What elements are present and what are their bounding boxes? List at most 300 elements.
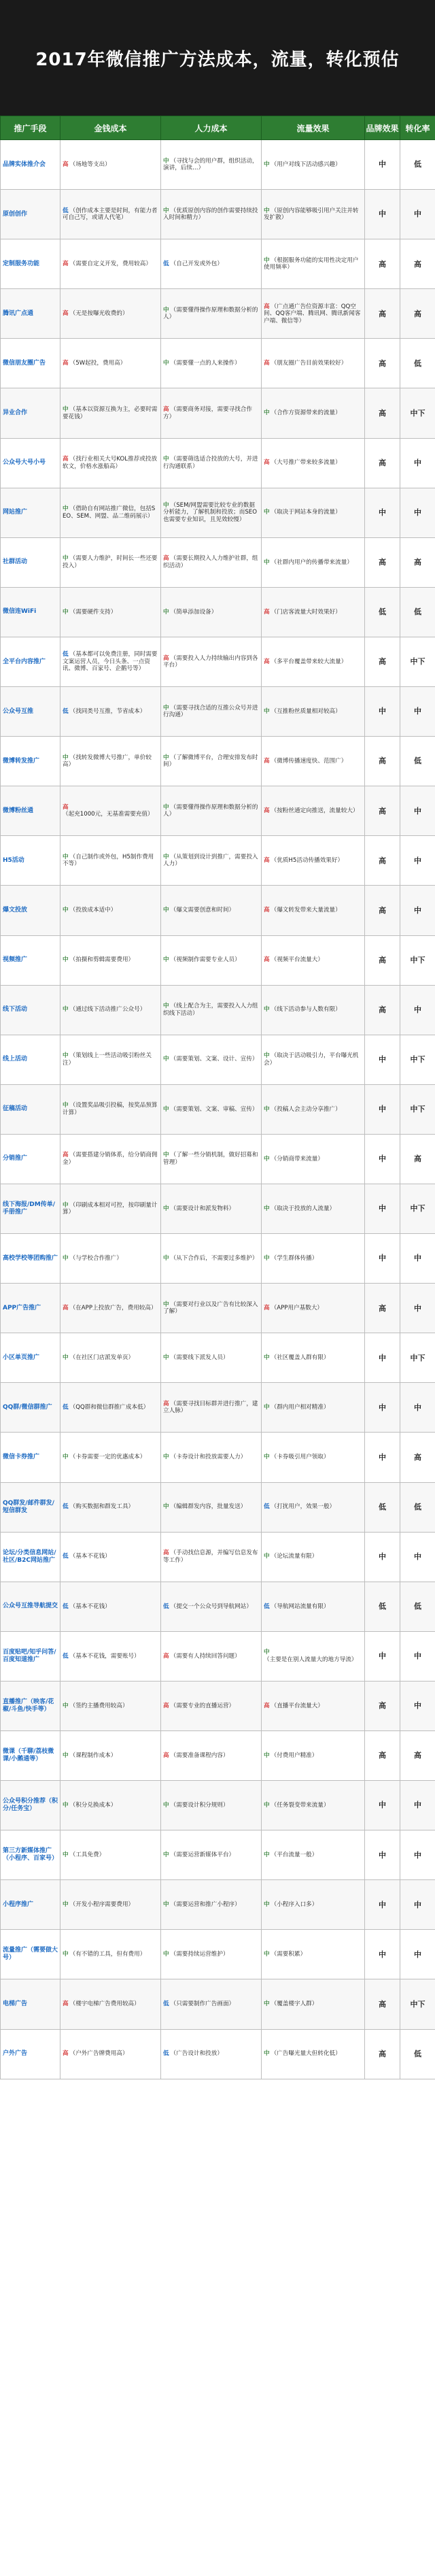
labor-level: 高 <box>163 1400 169 1407</box>
labor-cell <box>161 1930 262 1979</box>
method-cell: 品牌实体推介会 <box>1 140 60 190</box>
traffic-text: （原创内容能够吸引用户关注并转发扩散） <box>264 207 359 222</box>
traffic-cell <box>262 140 365 190</box>
method-cell: 征稿活动 <box>1 1084 60 1134</box>
traffic-cell <box>262 1731 365 1781</box>
money-cell <box>60 190 161 239</box>
money-cell <box>60 1383 161 1433</box>
money-text: （场地等支出） <box>69 161 111 168</box>
brand-cell: 中 <box>365 1433 400 1482</box>
traffic-level: 中 <box>264 409 270 417</box>
traffic-text: （APP用户基数大） <box>271 1304 324 1311</box>
labor-level: 中 <box>163 1301 169 1308</box>
brand-cell: 中 <box>365 1880 400 1930</box>
conversion-cell: 中 <box>400 1880 435 1930</box>
method-cell: 微博转发推广 <box>1 737 60 786</box>
table-row <box>1 687 435 737</box>
table-row <box>1 1134 435 1184</box>
traffic-text: （朋友圈广告目前效果较好） <box>271 360 347 367</box>
money-cell <box>60 1532 161 1582</box>
labor-level: 高 <box>163 1752 169 1759</box>
labor-cell <box>161 1333 262 1383</box>
brand-cell: 高 <box>365 438 400 488</box>
labor-level: 中 <box>163 157 169 165</box>
labor-level: 中 <box>163 704 169 712</box>
method-cell: 小程序推广 <box>1 1880 60 1930</box>
traffic-cell <box>262 1084 365 1134</box>
money-text: （开发小程序需要费用） <box>69 1901 135 1909</box>
promotion-table <box>0 116 435 2079</box>
method-cell: H5活动 <box>1 836 60 886</box>
traffic-cell <box>262 737 365 786</box>
traffic-text: （线下活动参与人数有限） <box>271 1006 341 1014</box>
traffic-level: 高 <box>264 459 270 467</box>
labor-text: （需要筛选适合投放的大号，并进行沟通联系） <box>163 456 258 470</box>
labor-text: （需要懂一点的人来操作） <box>170 360 241 367</box>
traffic-level: 中 <box>264 1006 270 1014</box>
method-cell: 网站推广 <box>1 488 60 537</box>
money-cell <box>60 1184 161 1233</box>
table-row <box>1 239 435 289</box>
traffic-level: 低 <box>264 1503 270 1511</box>
labor-text: （需要懂得操作原理和数据分析的人） <box>163 306 258 321</box>
money-cell <box>60 1681 161 1730</box>
money-cell <box>60 1930 161 1979</box>
traffic-level: 中 <box>264 1851 270 1858</box>
conversion-cell: 中 <box>400 1383 435 1433</box>
conversion-cell: 中 <box>400 985 435 1035</box>
traffic-level: 中 <box>264 1155 270 1162</box>
money-text: （找同类号互推，节省成本） <box>69 707 146 715</box>
labor-cell <box>161 737 262 786</box>
labor-text: （需要运营和推广小程序） <box>170 1901 241 1909</box>
money-text: （起充1000元，无基准需要充值） <box>63 811 154 818</box>
money-text: （有不错的工具，但有费用） <box>69 1951 146 1958</box>
traffic-cell <box>262 438 365 488</box>
traffic-text: （根据服务功能的实用性决定用户使用频率） <box>264 256 359 271</box>
brand-cell: 中 <box>365 140 400 190</box>
labor-text: （从策划到设计到推广，需要投入人力） <box>163 853 258 868</box>
money-level: 低 <box>63 1553 69 1560</box>
labor-cell <box>161 339 262 388</box>
conversion-cell: 中下 <box>400 388 435 438</box>
money-text: （购买数据和群发工具） <box>69 1503 135 1511</box>
table-row <box>1 1930 435 1979</box>
labor-level: 中 <box>163 1056 169 1063</box>
table-header <box>1 116 435 140</box>
traffic-level: 中 <box>264 1354 270 1362</box>
method-cell: 电梯广告 <box>1 1979 60 2029</box>
table-row <box>1 886 435 935</box>
table-row <box>1 1234 435 1284</box>
money-text: （基本不花钱） <box>69 1603 111 1610</box>
money-text: （在APP上投放广告，费用较高） <box>69 1304 157 1311</box>
labor-level: 低 <box>163 260 169 267</box>
brand-cell: 中 <box>365 1830 400 1880</box>
traffic-cell <box>262 289 365 339</box>
traffic-level: 中 <box>264 558 270 566</box>
labor-text: （提交一个公众号到导航网站） <box>170 1603 252 1610</box>
money-level: 中 <box>63 1702 69 1709</box>
traffic-text: （分销商带来流量） <box>271 1155 324 1162</box>
table-row <box>1 140 435 190</box>
method-cell: 公众号积分推荐（积分/任务宝） <box>1 1781 60 1830</box>
money-level: 低 <box>63 207 69 214</box>
brand-cell: 低 <box>365 1582 400 1631</box>
labor-text: （需要有人持续回答问题） <box>170 1652 241 1660</box>
traffic-level: 中 <box>264 1901 270 1909</box>
traffic-cell <box>262 1880 365 1930</box>
traffic-level: 中 <box>264 256 270 264</box>
labor-cell <box>161 886 262 935</box>
brand-cell: 高 <box>365 836 400 886</box>
labor-cell <box>161 1532 262 1582</box>
money-cell <box>60 1333 161 1383</box>
money-text: （创作成本主要是时间，有能力者可自己写，或请人代笔） <box>63 207 158 222</box>
money-text: （无是按曝光收费的） <box>69 310 128 318</box>
labor-text: （需要设计和派发物料） <box>170 1205 235 1212</box>
method-cell: 微信连WiFi <box>1 587 60 637</box>
traffic-cell <box>262 1830 365 1880</box>
labor-level: 中 <box>163 907 169 914</box>
labor-text: （简单添加设备） <box>170 608 218 616</box>
labor-text: （需要策划、文案、设计、宣传） <box>170 1056 258 1063</box>
money-level: 高 <box>63 360 69 367</box>
labor-level: 中 <box>163 1254 169 1262</box>
money-level: 中 <box>63 1201 69 1209</box>
conversion-cell: 中下 <box>400 637 435 686</box>
labor-level: 中 <box>163 501 169 509</box>
traffic-cell <box>262 388 365 438</box>
labor-text: （线上配合为主，需要投入人力组织线下活动） <box>163 1003 258 1017</box>
labor-level: 中 <box>163 306 169 314</box>
labor-level: 低 <box>163 1603 169 1610</box>
labor-level: 中 <box>163 803 169 811</box>
method-cell: 论坛/分类信息网站/社区/B2C网站推广 <box>1 1532 60 1582</box>
traffic-cell <box>262 1532 365 1582</box>
labor-level: 中 <box>163 1503 169 1511</box>
table-row <box>1 1880 435 1930</box>
traffic-text: （门店客流量大时效果好） <box>271 608 341 616</box>
labor-cell <box>161 2029 262 2079</box>
table-row <box>1 1631 435 1681</box>
money-cell <box>60 339 161 388</box>
traffic-text: （任务裂变带来流量） <box>271 1801 330 1809</box>
money-text: （需要人力维护，时间长一些还要投入） <box>63 555 158 569</box>
traffic-text: （卡券吸引用户领取） <box>271 1454 330 1461</box>
money-text: （需要硬件支持） <box>69 608 117 616</box>
labor-cell <box>161 637 262 686</box>
labor-text: （优质原创内容的创作需要持续投入时间和精力） <box>163 207 258 222</box>
money-cell <box>60 388 161 438</box>
money-level: 低 <box>63 1652 69 1660</box>
money-cell <box>60 1979 161 2029</box>
money-cell <box>60 1084 161 1134</box>
money-cell <box>60 1880 161 1930</box>
table-row <box>1 737 435 786</box>
traffic-text: （付费用户精准） <box>271 1752 318 1759</box>
table-body <box>1 140 435 2079</box>
brand-cell: 高 <box>365 886 400 935</box>
table-row <box>1 388 435 438</box>
method-cell: 原创创作 <box>1 190 60 239</box>
money-cell <box>60 637 161 686</box>
method-cell: 高校学校等团购推广 <box>1 1234 60 1284</box>
traffic-level: 中 <box>264 1254 270 1262</box>
traffic-cell <box>262 1433 365 1482</box>
traffic-level: 中 <box>264 509 270 516</box>
money-text: （拍摄和剪辑需要费用） <box>69 956 135 964</box>
money-cell <box>60 786 161 836</box>
conversion-cell: 中 <box>400 1781 435 1830</box>
conversion-cell: 中下 <box>400 935 435 985</box>
money-cell <box>60 1234 161 1284</box>
traffic-text: （平台流量一般） <box>271 1851 318 1858</box>
traffic-cell <box>262 1930 365 1979</box>
traffic-level: 中 <box>264 207 270 214</box>
labor-level: 高 <box>163 406 169 414</box>
money-text: （自己制作或外包，H5制作费用不等） <box>63 853 154 868</box>
labor-level: 高 <box>163 1550 169 1557</box>
money-cell <box>60 1781 161 1830</box>
money-level: 高 <box>63 1152 69 1159</box>
money-level: 高 <box>63 2001 69 2008</box>
conversion-cell: 中下 <box>400 1035 435 1084</box>
traffic-level: 低 <box>264 1603 270 1610</box>
traffic-text: （直播平台流量大） <box>271 1702 324 1709</box>
traffic-text: （优质H5活动传播效果好） <box>271 857 344 865</box>
labor-cell <box>161 587 262 637</box>
traffic-cell <box>262 1134 365 1184</box>
traffic-level: 中 <box>264 1404 270 1411</box>
method-cell: 分销推广 <box>1 1134 60 1184</box>
labor-text: （手动找信息源，并编写信息发布等工作） <box>163 1550 258 1564</box>
brand-cell: 中 <box>365 1532 400 1582</box>
table-row <box>1 190 435 239</box>
money-level: 中 <box>63 1006 69 1014</box>
brand-cell: 高 <box>365 2029 400 2079</box>
conversion-cell: 中 <box>400 886 435 935</box>
traffic-cell <box>262 836 365 886</box>
labor-text: （SEM/网盟需要比较专业的数据分析能力，了解机制和投放；而SEO也需要专业知识，且见效较慢） <box>163 501 257 523</box>
conversion-cell: 中 <box>400 786 435 836</box>
conversion-cell: 高 <box>400 1134 435 1184</box>
table-row <box>1 488 435 537</box>
money-level: 高 <box>63 2050 69 2058</box>
traffic-text: （导航网站流量有限） <box>271 1603 330 1610</box>
money-level: 高 <box>63 1304 69 1311</box>
traffic-cell <box>262 488 365 537</box>
traffic-level: 中 <box>264 1052 270 1060</box>
labor-cell <box>161 1631 262 1681</box>
money-level: 中 <box>63 1801 69 1809</box>
traffic-text: （学生群体传播） <box>271 1254 318 1262</box>
labor-cell <box>161 935 262 985</box>
conversion-cell: 中下 <box>400 1333 435 1383</box>
method-cell: 户外广告 <box>1 2029 60 2079</box>
method-cell: 第三方新媒体推广（小程序、百家号） <box>1 1830 60 1880</box>
money-text: （签约主播费用较高） <box>69 1702 128 1709</box>
labor-cell <box>161 1234 262 1284</box>
labor-cell <box>161 190 262 239</box>
method-cell: 线上活动 <box>1 1035 60 1084</box>
brand-cell: 低 <box>365 587 400 637</box>
conversion-cell: 中 <box>400 1830 435 1880</box>
money-text: （基本不花钱） <box>69 1553 111 1560</box>
brand-cell: 高 <box>365 637 400 686</box>
money-text: （印刷成本相对可控，按印刷量计算） <box>63 1201 158 1216</box>
money-cell <box>60 2029 161 2079</box>
conversion-cell: 中 <box>400 687 435 737</box>
traffic-level: 中 <box>264 1649 270 1656</box>
money-text: （基本都可以免费注册，同时需要文案运营人员，今日头条、一点资讯、微博、百家号、企鹅号等） <box>63 651 158 673</box>
money-text: （通过线下活动推广公众号） <box>69 1006 146 1014</box>
traffic-cell <box>262 1482 365 1532</box>
conversion-cell: 高 <box>400 1433 435 1482</box>
labor-level: 中 <box>163 956 169 964</box>
traffic-level: 中 <box>264 707 270 715</box>
method-cell: 直播推广（映客/花椒/斗鱼/快手等） <box>1 1681 60 1730</box>
money-text: （积分兑换成本） <box>69 1801 117 1809</box>
table-row <box>1 1383 435 1433</box>
money-level: 中 <box>63 1901 69 1909</box>
money-cell <box>60 1631 161 1681</box>
table-row <box>1 2029 435 2079</box>
labor-cell <box>161 1433 262 1482</box>
table-row <box>1 1731 435 1781</box>
money-level: 中 <box>63 907 69 914</box>
conversion-cell: 中 <box>400 1532 435 1582</box>
labor-level: 中 <box>163 754 169 761</box>
table-row <box>1 438 435 488</box>
table-row <box>1 1532 435 1582</box>
labor-text: （自己开发或外包） <box>170 260 223 267</box>
table-row <box>1 935 435 985</box>
traffic-cell <box>262 687 365 737</box>
labor-text: （需要懂得操作原理和数据分析的人） <box>163 803 258 818</box>
traffic-text: （小程序入口多） <box>271 1901 318 1909</box>
labor-level: 低 <box>163 2001 169 2008</box>
brand-cell: 高 <box>365 1979 400 2029</box>
traffic-cell <box>262 886 365 935</box>
labor-cell <box>161 1830 262 1880</box>
money-text: （5W起投，费用高） <box>69 360 126 367</box>
money-cell <box>60 1035 161 1084</box>
labor-cell <box>161 438 262 488</box>
money-cell <box>60 1284 161 1333</box>
money-cell <box>60 587 161 637</box>
traffic-text: （群内用户相对精准） <box>271 1404 330 1411</box>
traffic-text: （社群内用户的传播带来流量） <box>271 558 353 566</box>
labor-cell <box>161 1482 262 1532</box>
traffic-cell <box>262 1184 365 1233</box>
labor-cell <box>161 1184 262 1233</box>
traffic-level: 中 <box>264 2050 270 2058</box>
labor-cell <box>161 1781 262 1830</box>
money-level: 高 <box>63 161 69 168</box>
method-cell: 视频推广 <box>1 935 60 985</box>
method-cell: 流量推广（需要做大号） <box>1 1930 60 1979</box>
table-row <box>1 786 435 836</box>
conversion-cell: 中下 <box>400 1979 435 2029</box>
money-level: 中 <box>63 853 69 860</box>
money-cell <box>60 140 161 190</box>
traffic-level: 高 <box>264 658 270 665</box>
table-row <box>1 1284 435 1333</box>
method-cell: 公众号互推导航提交 <box>1 1582 60 1631</box>
labor-level: 中 <box>163 1801 169 1809</box>
money-level: 高 <box>63 310 69 318</box>
labor-text: （只需要制作广告画面） <box>170 2001 235 2008</box>
traffic-level: 高 <box>264 857 270 865</box>
traffic-cell <box>262 190 365 239</box>
table-row <box>1 1681 435 1730</box>
traffic-level: 中 <box>264 1801 270 1809</box>
traffic-level: 高 <box>264 608 270 616</box>
money-level: 中 <box>63 956 69 964</box>
labor-text: （需要运营新媒体平台） <box>170 1851 235 1858</box>
money-level: 中 <box>63 1102 69 1109</box>
money-text: （与学校合作推广） <box>69 1254 122 1262</box>
traffic-level: 高 <box>264 807 270 815</box>
traffic-cell <box>262 1979 365 2029</box>
labor-text: （需要设计积分规则） <box>170 1801 229 1809</box>
money-text: （在社区门店派发单页） <box>69 1354 135 1362</box>
labor-text: （需要策划、文案、审稿、宣传） <box>170 1105 258 1113</box>
header-conversion: 转化率 <box>400 116 435 140</box>
brand-cell: 高 <box>365 289 400 339</box>
labor-text: （需要投入人力持续输出内容到各平台） <box>163 654 258 669</box>
labor-text: （寻找与会的用户群，组织活动，演讲，后续…） <box>163 157 258 172</box>
money-cell <box>60 886 161 935</box>
conversion-cell: 中下 <box>400 1184 435 1233</box>
labor-cell <box>161 687 262 737</box>
method-cell: 线下海报/DM传单/手册推广 <box>1 1184 60 1233</box>
brand-cell: 中 <box>365 488 400 537</box>
money-level: 低 <box>63 1503 69 1511</box>
labor-cell <box>161 1979 262 2029</box>
method-cell: QQ群/微信群推广 <box>1 1383 60 1433</box>
method-cell: 爆文投放 <box>1 886 60 935</box>
labor-text: （广告设计和投放） <box>170 2050 223 2058</box>
brand-cell: 高 <box>365 388 400 438</box>
labor-cell <box>161 1880 262 1930</box>
money-cell <box>60 737 161 786</box>
table-row <box>1 1979 435 2029</box>
header-labor: 人力成本 <box>161 116 262 140</box>
conversion-cell: 中 <box>400 1930 435 1979</box>
traffic-level: 高 <box>264 757 270 765</box>
traffic-cell <box>262 339 365 388</box>
conversion-cell: 低 <box>400 1482 435 1532</box>
labor-text: （需要对行业以及广告有比较深入了解） <box>163 1301 258 1316</box>
money-level: 中 <box>63 1454 69 1461</box>
labor-level: 高 <box>163 654 169 662</box>
money-text: （户外广告牌费用高） <box>69 2050 128 2058</box>
traffic-cell <box>262 637 365 686</box>
labor-level: 中 <box>163 1951 169 1958</box>
money-level: 中 <box>63 754 69 761</box>
money-cell <box>60 438 161 488</box>
money-text: （需要自定义开发，费用较高） <box>69 260 152 267</box>
labor-level: 高 <box>163 1702 169 1709</box>
header-traffic: 流量效果 <box>262 116 365 140</box>
labor-cell <box>161 1582 262 1631</box>
table-row <box>1 1781 435 1830</box>
labor-cell <box>161 537 262 587</box>
traffic-text: （互推粉丝质量相对较高） <box>271 707 341 715</box>
money-cell <box>60 1482 161 1532</box>
